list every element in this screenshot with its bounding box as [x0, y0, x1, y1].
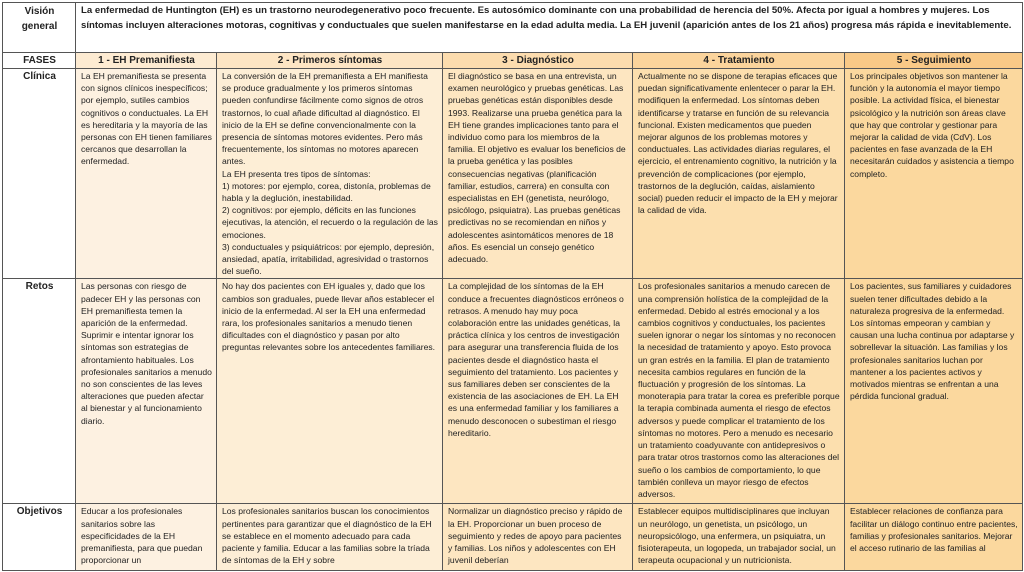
phase-header-1: 1 - EH Premanifiesta	[76, 53, 217, 69]
cell-objetivos-premanifiesta: Educar a los profesionales sanitarios sobre las especificidades de la EH premanifiesta, para que puedan proporcionar un	[76, 504, 217, 571]
cell-objetivos-tratamiento: Establecer equipos multidisciplinares que incluyan un neurólogo, un genetista, un psicólogo, un neuropsicólogo, una enfermera, un psiquiatra, un fisioterapeuta, un logopeda, un trabajador social, un terapeuta ocupacional y un nutricionista.	[633, 504, 845, 571]
overview-row	[3, 3, 1023, 53]
cell-objetivos-seguimiento: Establecer relaciones de confianza para facilitar un diálogo continuo entre pacientes, familias y profesionales sanitarios. Mejorar el acceso rutinario de las familias al	[845, 504, 1023, 571]
overview-text: La enfermedad de Huntington (EH) es un trastorno neurodegenerativo poco frecuente. Es autosómico dominante con una probabilidad de herencia del 50%. Afecta por igual a hombres y mujeres. Los síntomas incluyen alteraciones motoras, cognitivas y conductuales que suelen manifestarse en la edad adulta media. La EH juvenil (aparición antes de los 21 años) progresa más rápida e inevitablemente.	[76, 3, 1023, 53]
row-label-clinica: Clínica	[3, 69, 76, 279]
phases-label: FASES	[3, 53, 76, 69]
phase-header-2: 2 - Primeros síntomas	[217, 53, 443, 69]
cell-objetivos-diagnostico: Normalizar un diagnóstico preciso y rápido de la EH. Proporcionar un buen proceso de seguimiento y redes de apoyo para pacientes y familias. Los niños y adolescentes con EH juvenil deberían	[443, 504, 633, 571]
cell-retos-primeros-sintomas: No hay dos pacientes con EH iguales y, dado que los cambios son graduales, puede llevar años establecer el inicio de la enfermedad. Al ser la EH una enfermedad rara, los profesionales sanitarios a menudo tienen dificultades con el diagnóstico y pasan por alto preguntas relevantes sobre los antecedentes familiares.	[217, 279, 443, 504]
table-row-objetivos	[3, 504, 1023, 571]
huntington-phases-table	[2, 2, 1023, 571]
table-row-clinica	[3, 69, 1023, 279]
cell-objetivos-primeros-sintomas: Los profesionales sanitarios buscan los conocimientos pertinentes para garantizar que el diagnóstico de la EH se establece en el momento adecuado para cada paciente y familia. Educar a las familias sobre la tríada de síntomas de la EH y sobre	[217, 504, 443, 571]
cell-clinica-primeros-sintomas: La conversión de la EH premanifiesta a EH manifiesta se produce gradualmente y los primeros síntomas pueden confundirse fácilmente como signos de otros trastornos, lo cual añade dificultad al diagnóstico. El inicio de la EH se define convencionalmente con la presencia de síntomas motores evidentes. Pero más frecuentemente, los síntomas no motores aparecen antes. La EH presenta tres tipos de síntomas: 1) motores: por ejemplo, corea, distonía, problemas de habla y la deglución, inestabilidad. 2) cognitivos: por ejemplo, déficits en las funciones ejecutivas, la atención, el recuerdo o la regulación de las emociones. 3) conductuales y psiquiátricos: por ejemplo, depresión, ansiedad, apatía, irritabilidad, agresividad o trastornos del sueño.	[217, 69, 443, 279]
phase-header-3: 3 - Diagnóstico	[443, 53, 633, 69]
cell-retos-diagnostico: La complejidad de los síntomas de la EH conduce a frecuentes diagnósticos erróneos o retrasos. A menudo hay muy poca colaboración entre las unidades genéticas, la práctica clínica y los centros de investigación para asegurar una transferencia fluida de los pacientes desde el diagnóstico hasta el seguimiento del tratamiento. Los pacientes y sus familiares deben ser conscientes de la existencia de las asociaciones de EH. La EH es una enfermedad familiar y los familiares a menudo desconocen o subestiman el riesgo hereditario.	[443, 279, 633, 504]
cell-retos-seguimiento: Los pacientes, sus familiares y cuidadores suelen tener dificultades debido a la naturaleza progresiva de la enfermedad. Los síntomas empeoran y cambian y causan una lucha continua por adaptarse y sobrellevar la situación. Las familias y los profesionales sanitarios luchan por mantener a los pacientes activos y motivados mientras se enfrentan a una pérdida funcional gradual.	[845, 279, 1023, 504]
cell-retos-premanifiesta: Las personas con riesgo de padecer EH y las personas con EH premanifiesta temen la aparición de la enfermedad. Suprimir e intentar ignorar los síntomas son estrategias de afrontamiento habituales. Los profesionales sanitarios a menudo no son conscientes de las leves alteraciones que pueden afectar al bienestar y al funcionamiento diario.	[76, 279, 217, 504]
row-label-retos: Retos	[3, 279, 76, 504]
cell-clinica-seguimiento: Los principales objetivos son mantener la función y la autonomía el mayor tiempo posible. La actividad física, el bienestar psicológico y la nutrición son áreas clave que hay que controlar y gestionar para mejorar la calidad de vida (CdV). Los pacientes en fase avanzada de la EH necesitarán cuidados y asistencia a tiempo completo.	[845, 69, 1023, 279]
table-row-retos	[3, 279, 1023, 504]
phases-header-row	[3, 53, 1023, 69]
cell-clinica-premanifiesta: La EH premanifiesta se presenta con signos clínicos inespecíficos; por ejemplo, sutiles cambios cognitivos o conductuales. La EH es hereditaria y la mayoría de las personas con EH tienen familiares cercanos que desarrollan la enfermedad.	[76, 69, 217, 279]
cell-clinica-diagnostico: El diagnóstico se basa en una entrevista, un examen neurológico y pruebas genéticas. Las pruebas genéticas están disponibles desde 1993. Realizarse una prueba genética para la EH tiene grandes implicaciones tanto para el individuo como para los miembros de la familia. El objetivo es evaluar los beneficios de la prueba genética y las posibles consecuencias negativas (planificación familiar, estudios, carrera) en consulta con especialistas en EH (genetista, neurólogo, psicólogo, psiquiatra). Las pruebas genéticas predictivas no se recomiendan en niños y adolescentes asintomáticos menores de 18 años. Es esencial un consejo genético adecuado.	[443, 69, 633, 279]
overview-label: Visión general	[3, 3, 76, 53]
phase-header-5: 5 - Seguimiento	[845, 53, 1023, 69]
row-label-objetivos: Objetivos	[3, 504, 76, 571]
cell-retos-tratamiento: Los profesionales sanitarios a menudo carecen de una comprensión holística de la complejidad de la enfermedad. Debido al estrés emocional y a los cambios cognitivos y conductuales, los pacientes suelen ignorar o negar los síntomas y no reconocen la necesidad de tratamiento y apoyo. Esto provoca un gran estrés en la familia. El plan de tratamiento necesita cambios regulares en función de la fluctuación y progresión de los síntomas. La monoterapia para tratar la corea es preferible porque la terapia combinada aumenta el riesgo de efectos adversos y puede complicar el tratamiento de los síntomas no motores. Pero a menudo es necesario un tratamiento coadyuvante con antidepresivos o para tratar otros trastornos como las alteraciones del sueño o los cambios de comportamiento, lo que también conlleva un mayor riesgo de efectos adversos.	[633, 279, 845, 504]
phase-header-4: 4 - Tratamiento	[633, 53, 845, 69]
cell-clinica-tratamiento: Actualmente no se dispone de terapias eficaces que puedan significativamente enlentecer o parar la EH. modifiquen la enfermedad. Los síntomas deben identificarse y tratarse en función de su relevancia funcional. Existen medicamentos que pueden mejorar algunos de los problemas motores y conductuales. Las actividades diarias regulares, el ejercicio, el entrenamiento cognitivo, la nutrición y la prevención de complicaciones (por ejemplo, trastornos de la deglución, caídas, aislamiento social) pueden reducir el impacto de la EH y mejorar la calidad de vida.	[633, 69, 845, 279]
